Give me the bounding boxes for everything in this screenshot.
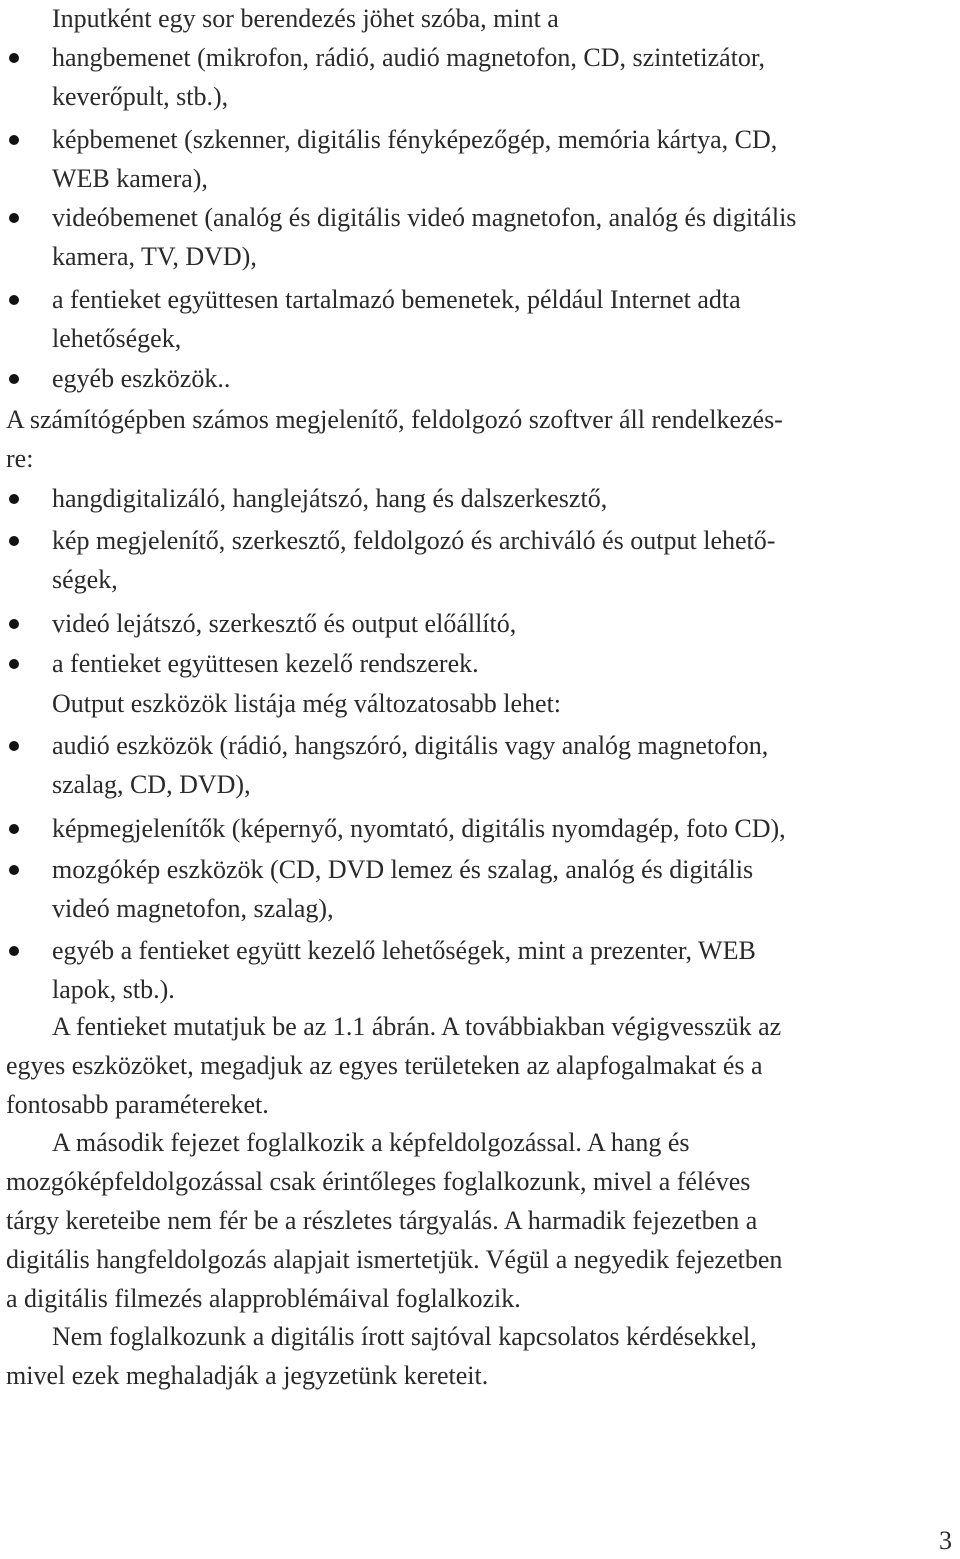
text-line: WEB kamera), <box>52 164 208 193</box>
text-line: mozgóképfeldolgozással csak érintőleges foglalkozunk, mivel a féléves <box>6 1167 751 1196</box>
text-line: képbemenet (szkenner, digitális fényképezőgép, memória kártya, CD, <box>52 125 778 154</box>
text-line: A második fejezet foglalkozik a képfeldolgozással. A hang és <box>52 1128 690 1157</box>
bullet-icon <box>9 946 19 956</box>
text-line: fontosabb paramétereket. <box>6 1090 269 1119</box>
text-line: keverőpult, stb.), <box>52 82 229 111</box>
text-line: videóbemenet (analóg és digitális videó magnetofon, analóg és digitális <box>52 203 797 232</box>
text-line: a fentieket együttesen tartalmazó bemenetek, például Internet adta <box>52 285 741 314</box>
text-line: ségek, <box>52 565 118 594</box>
text-line: hangbemenet (mikrofon, rádió, audió magnetofon, CD, szintetizátor, <box>52 43 766 72</box>
text-line: mozgókép eszközök (CD, DVD lemez és szalag, analóg és digitális <box>52 855 754 884</box>
text-line: A számítógépben számos megjelenítő, feldolgozó szoftver áll rendelkezés- <box>6 405 783 434</box>
text-line: kamera, TV, DVD), <box>52 242 257 271</box>
text-line: egyéb eszközök.. <box>52 364 231 393</box>
text-line: képmegjelenítők (képernyő, nyomtató, digitális nyomdagép, foto CD), <box>52 814 786 843</box>
bullet-icon <box>9 213 19 223</box>
text-line: lehetőségek, <box>52 324 182 353</box>
text-line: kép megjelenítő, szerkesztő, feldolgozó és archiváló és output lehető- <box>52 526 776 555</box>
bullet-icon <box>9 659 19 669</box>
text-line: audió eszközök (rádió, hangszóró, digitális vagy analóg magnetofon, <box>52 731 769 760</box>
text-line: szalag, CD, DVD), <box>52 770 251 799</box>
text-line: Inputként egy sor berendezés jöhet szóba, mint a <box>52 4 559 33</box>
bullet-icon <box>9 536 19 546</box>
bullet-icon <box>9 619 19 629</box>
bullet-icon <box>9 494 19 504</box>
text-line: lapok, stb.). <box>52 975 175 1004</box>
text-line: egyéb a fentieket együtt kezelő lehetőségek, mint a prezenter, WEB <box>52 936 756 965</box>
text-line: hangdigitalizáló, hanglejátszó, hang és dalszerkesztő, <box>52 484 608 513</box>
bullet-icon <box>9 824 19 834</box>
bullet-icon <box>9 53 19 63</box>
text-line: videó lejátszó, szerkesztő és output előállító, <box>52 609 517 638</box>
text-line: mivel ezek meghaladják a jegyzetünk kereteit. <box>6 1361 489 1390</box>
bullet-icon <box>9 865 19 875</box>
bullet-icon <box>9 741 19 751</box>
text-line: tárgy kereteibe nem fér be a részletes tárgyalás. A harmadik fejezetben a <box>6 1206 758 1235</box>
text-line: digitális hangfeldolgozás alapjait ismertetjük. Végül a negyedik fejezetben <box>6 1245 783 1274</box>
page-number: 3 <box>939 1526 952 1555</box>
text-line: a digitális filmezés alapproblémáival foglalkozik. <box>6 1284 521 1313</box>
bullet-icon <box>9 374 19 384</box>
text-line: Output eszközök listája még változatosabb lehet: <box>52 689 562 718</box>
text-line: re: <box>6 444 34 473</box>
text-line: egyes eszközöket, megadjuk az egyes területeken az alapfogalmakat és a <box>6 1051 763 1080</box>
text-line: videó magnetofon, szalag), <box>52 894 334 923</box>
text-line: a fentieket együttesen kezelő rendszerek. <box>52 649 479 678</box>
bullet-icon <box>9 135 19 145</box>
bullet-icon <box>9 295 19 305</box>
text-line: A fentieket mutatjuk be az 1.1 ábrán. A továbbiakban végigvesszük az <box>52 1012 782 1041</box>
text-line: Nem foglalkozunk a digitális írott sajtóval kapcsolatos kérdésekkel, <box>52 1322 757 1351</box>
